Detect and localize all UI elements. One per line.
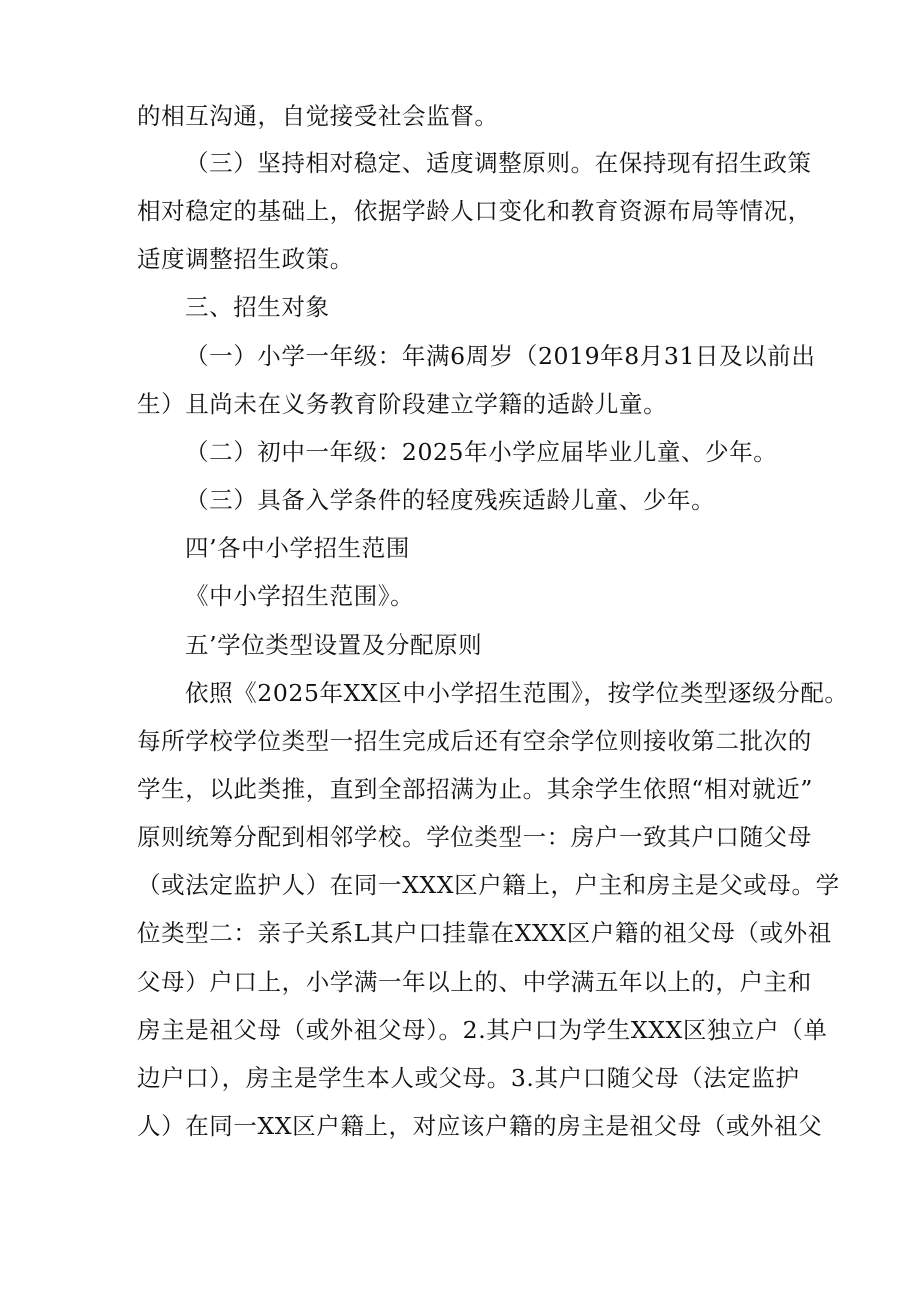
- text-line: 依照《2025年XX区中小学招生范围》，按学位类型逐级分配。: [185, 679, 849, 707]
- text-line: 父母）户口上，小学满一年以上的、中学满五年以上的，户主和: [137, 968, 812, 996]
- text-line: 房主是祖父母（或外祖父母）。2.其户口为学生XXX区独立户（单: [137, 1016, 828, 1044]
- section-heading: 五’学位类型设置及分配原则: [185, 631, 483, 659]
- text-line: 生）且尚未在义务教育阶段建立学籍的适龄儿童。: [137, 390, 668, 418]
- text-line: （二）初中一年级：2025年小学应届毕业儿童、少年。: [185, 438, 778, 466]
- section-heading: 三、招生对象: [185, 293, 330, 321]
- text-line: 每所学校学位类型一招生完成后还有空余学位则接收第二批次的: [137, 727, 812, 755]
- section-heading: 四’各中小学招生范围: [185, 534, 410, 562]
- text-line: （或法定监护人）在同一XXX区户籍上，户主和房主是父或母。学: [137, 871, 840, 899]
- text-line: 相对稳定的基础上，依据学龄人口变化和教育资源布局等情况，: [137, 197, 812, 225]
- text-line: 边户口），房主是学生本人或父母。3.其户口随父母（法定监护: [137, 1064, 800, 1092]
- text-line: （三）具备入学条件的轻度残疾适龄儿童、少年。: [185, 486, 716, 514]
- text-line: （一）小学一年级：年满6周岁（2019年8月31日及以前出: [185, 342, 816, 370]
- text-line: （三）坚持相对稳定、适度调整原则。在保持现有招生政策: [185, 149, 812, 177]
- text-line: 人）在同一XX区户籍上，对应该户籍的房主是祖父母（或外祖父: [137, 1112, 823, 1140]
- text-line: 位类型二：亲子关系L其户口挂靠在XXX区户籍的祖父母（或外祖: [137, 919, 832, 947]
- text-line: 《中小学招生范围》。: [185, 582, 415, 610]
- text-line: 原则统筹分配到相邻学校。学位类型一：房户一致其户口随父母: [137, 823, 812, 851]
- text-line: 适度调整招生政策。: [137, 245, 354, 273]
- text-line: 的相互沟通，自觉接受社会监督。: [137, 102, 499, 130]
- text-line: 学生，以此类推，直到全部招满为止。其余学生依照“相对就近”: [137, 775, 813, 803]
